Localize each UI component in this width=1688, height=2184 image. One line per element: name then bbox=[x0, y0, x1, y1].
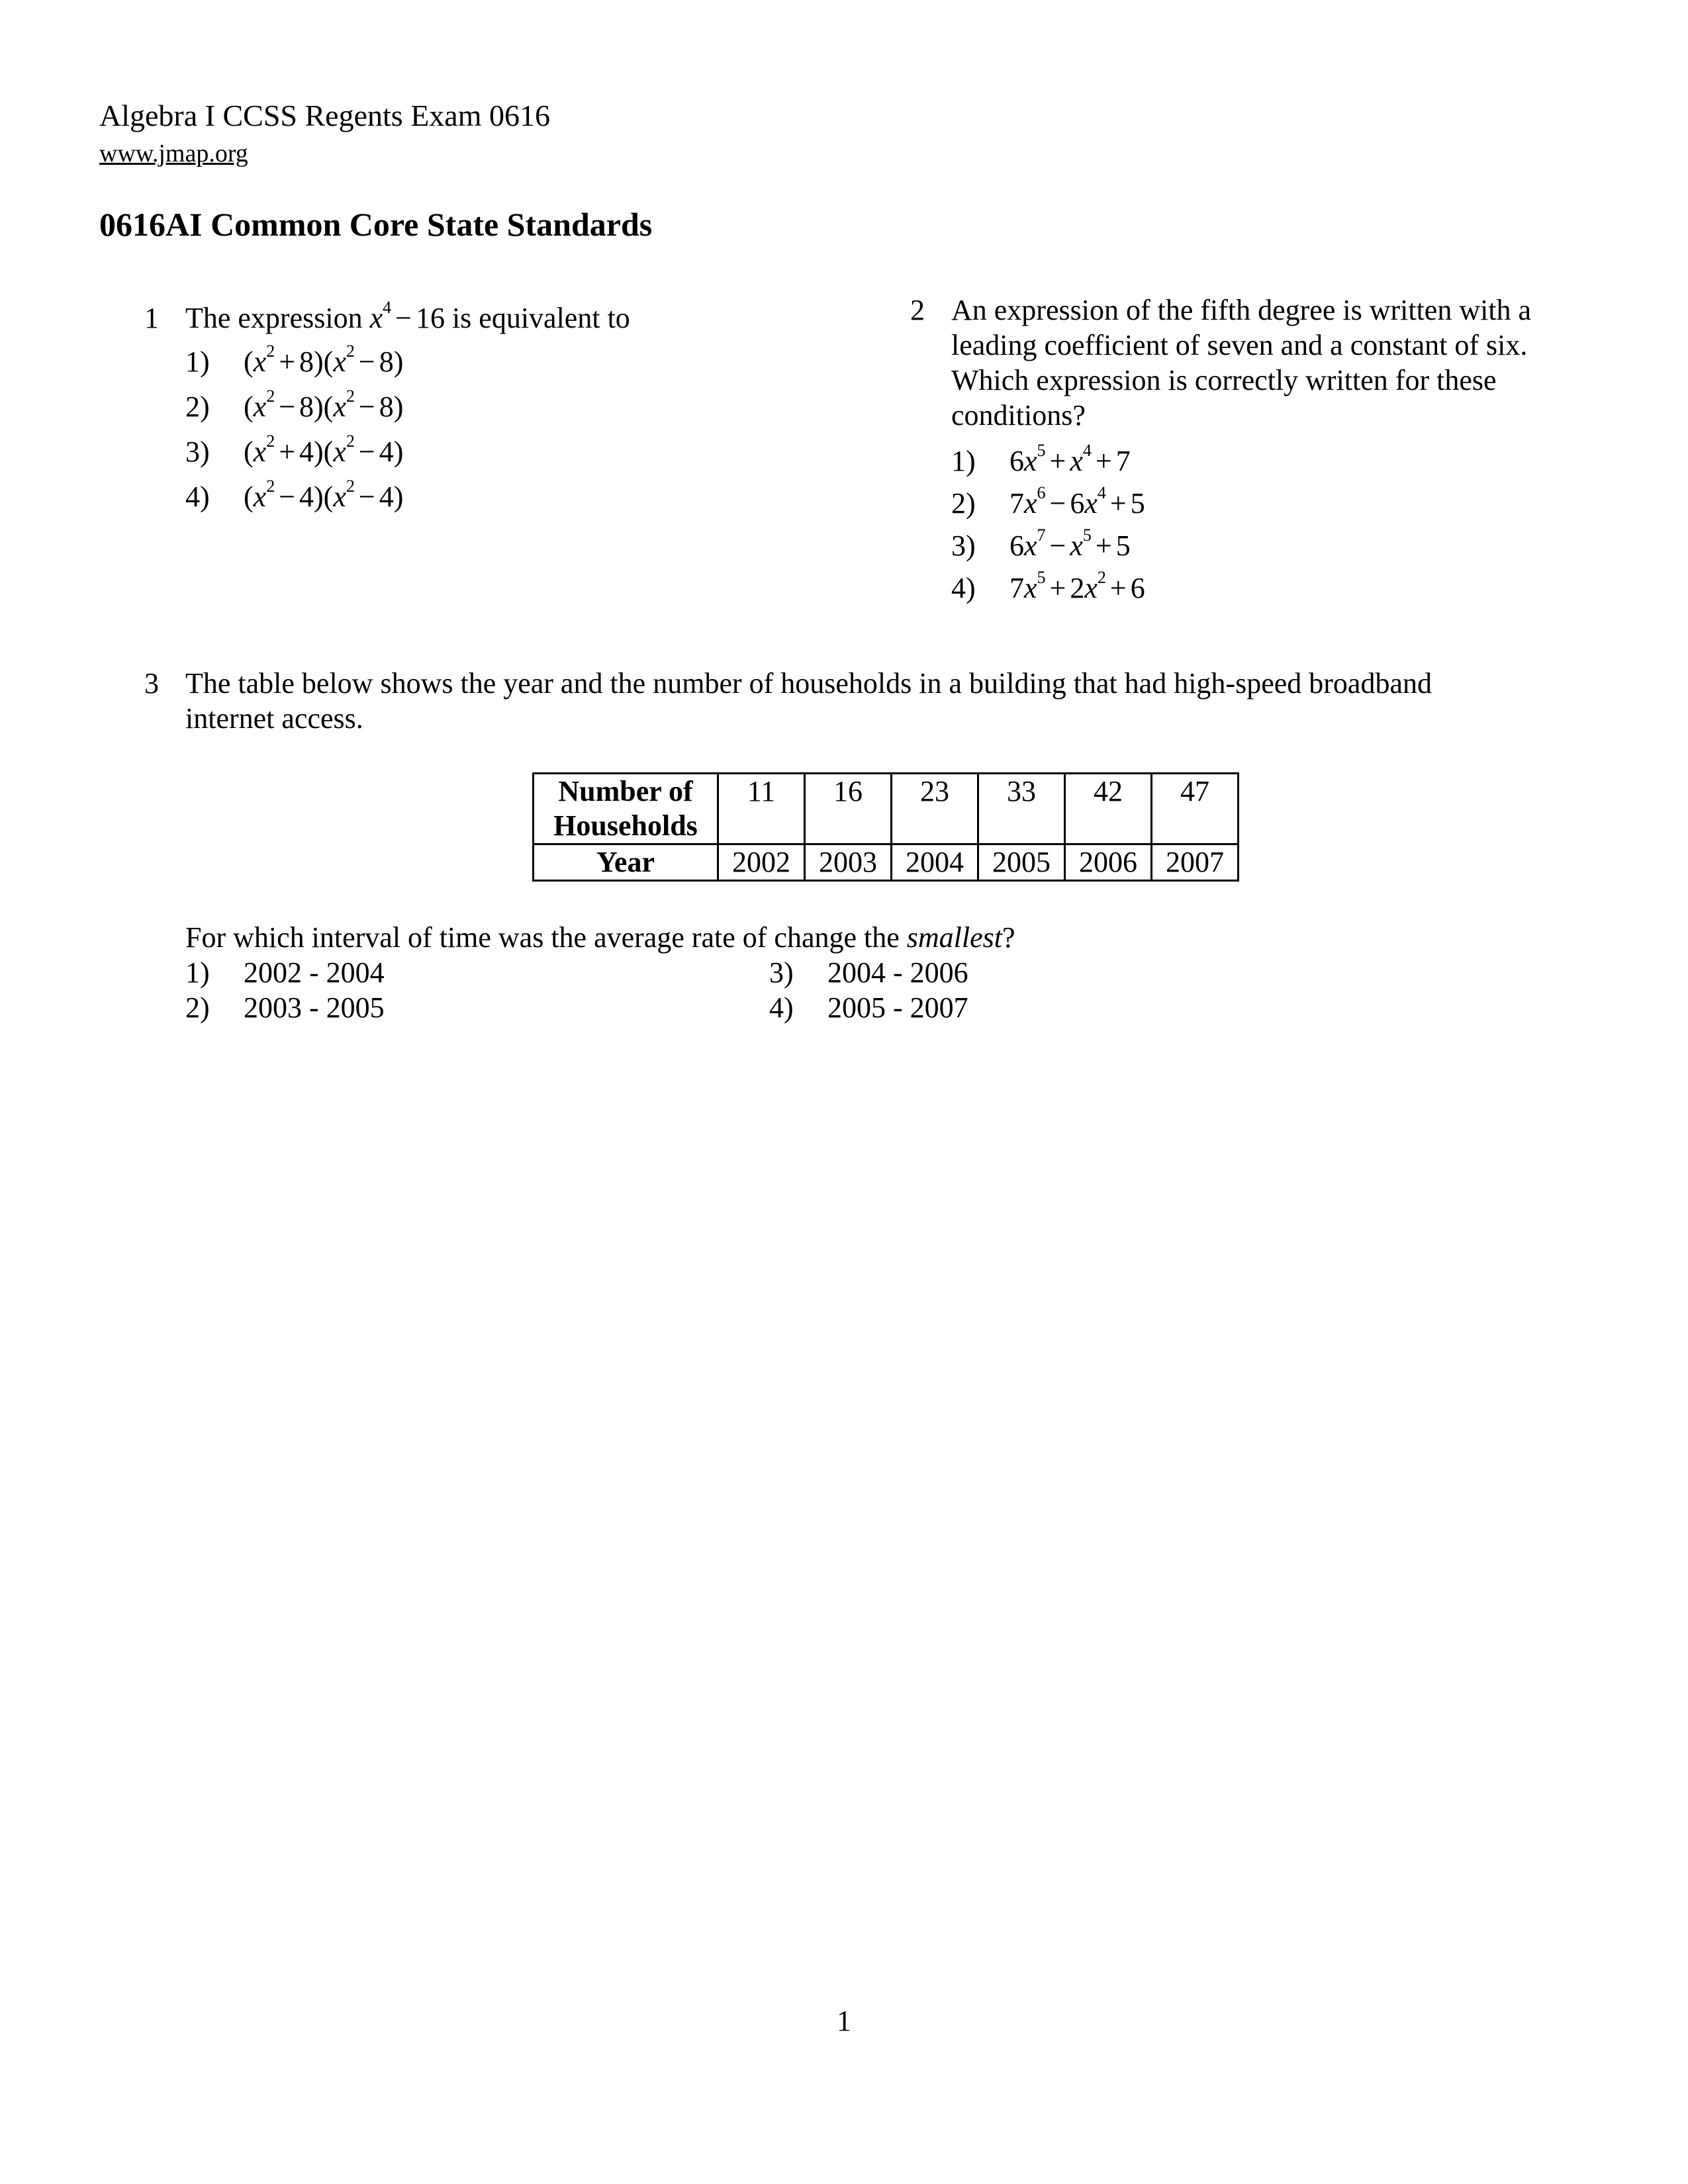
question-prompt: For which interval of time was the average rate of change the smallest? bbox=[185, 921, 1015, 954]
row-header-households: Number of Households bbox=[534, 774, 718, 844]
question-text: The table below shows the year and the number of households in a building that had high-speed broadband internet access. bbox=[185, 667, 1432, 735]
question-number: 3 bbox=[144, 667, 159, 700]
choice-2[interactable]: 2) 2003 - 2005 bbox=[185, 991, 385, 1024]
question-number: 1 bbox=[144, 302, 159, 334]
table-row-year bbox=[534, 844, 1239, 881]
question-number: 2 bbox=[910, 294, 925, 326]
table-cell: 11 bbox=[718, 774, 805, 844]
page-number: 1 bbox=[837, 2005, 851, 2037]
choice-4[interactable]: 4) 2005 - 2007 bbox=[769, 991, 968, 1024]
table-cell: 2006 bbox=[1065, 844, 1152, 881]
table-cell: 23 bbox=[892, 774, 978, 844]
jmap-link[interactable]: www.jmap.org bbox=[99, 140, 248, 167]
choice-1[interactable]: 1) 2002 - 2004 bbox=[185, 956, 385, 989]
question-text: The expression $x^4 - 16$ is equivalent to bbox=[185, 298, 630, 334]
choice-3[interactable]: 3) 2004 - 2006 bbox=[769, 956, 968, 989]
table-cell: 2002 bbox=[718, 844, 805, 881]
question-text: An expression of the fifth degree is written with a leading coefficient of seven and a constant of six. Which expression is correctly written for these conditions? bbox=[951, 294, 1532, 432]
households-table bbox=[532, 772, 1239, 882]
table-row-households bbox=[534, 774, 1239, 844]
document-title: Algebra I CCSS Regents Exam 0616 bbox=[99, 99, 550, 132]
table-cell: 2005 bbox=[978, 844, 1065, 881]
table-cell: 2007 bbox=[1152, 844, 1239, 881]
table-cell: 2003 bbox=[805, 844, 892, 881]
table-cell: 33 bbox=[978, 774, 1065, 844]
table-cell: 47 bbox=[1152, 774, 1239, 844]
row-header-year: Year bbox=[534, 844, 718, 881]
section-title: 0616AI Common Core State Standards bbox=[99, 206, 653, 243]
table-cell: 2004 bbox=[892, 844, 978, 881]
table-cell: 42 bbox=[1065, 774, 1152, 844]
table-cell: 16 bbox=[805, 774, 892, 844]
